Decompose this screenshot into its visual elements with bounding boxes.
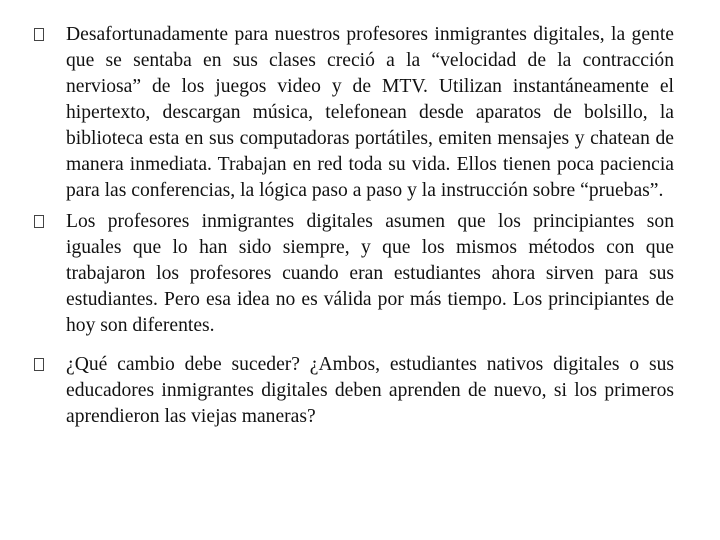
bullet-list: [32, 22, 674, 435]
bullet-paragraph-3: [32, 352, 674, 430]
square-bullet-icon: [34, 358, 44, 371]
bullet-paragraph-1: [32, 22, 674, 204]
paragraph-text: ¿Qué cambio debe suceder? ¿Ambos, estudiantes nativos digitales o sus educadores inmigrantes digitales deben aprenden de nuevo, si los primeros aprendieron las viejas maneras?: [66, 354, 674, 427]
bullet-paragraph-2: [32, 209, 674, 339]
paragraph-text: Los profesores inmigrantes digitales asumen que los principiantes son iguales que lo han sido siempre, y que los mismos métodos con que trabajaron los profesores cuando eran estudiantes ahora sirven para sus estudiantes. Pero esa idea no es válida por más tiempo. Los principiantes de hoy son diferentes.: [66, 211, 674, 336]
square-bullet-icon: [34, 215, 44, 228]
paragraph-text: Desafortunadamente para nuestros profesores inmigrantes digitales, la gente que se sentaba en sus clases creció a la “velocidad de la contracción nerviosa” de los juegos video y de MTV. Utilizan instantáneamente el hipertexto, descargan música, telefonean desde aparatos de bolsillo, la biblioteca esta en sus computadoras portátiles, emiten mensajes y chatean de manera inmediata. Trabajan en red toda su vida. Ellos tienen poca paciencia para las conferencias, la lógica paso a paso y la instrucción sobre “pruebas”.: [66, 24, 674, 201]
square-bullet-icon: [34, 28, 44, 41]
